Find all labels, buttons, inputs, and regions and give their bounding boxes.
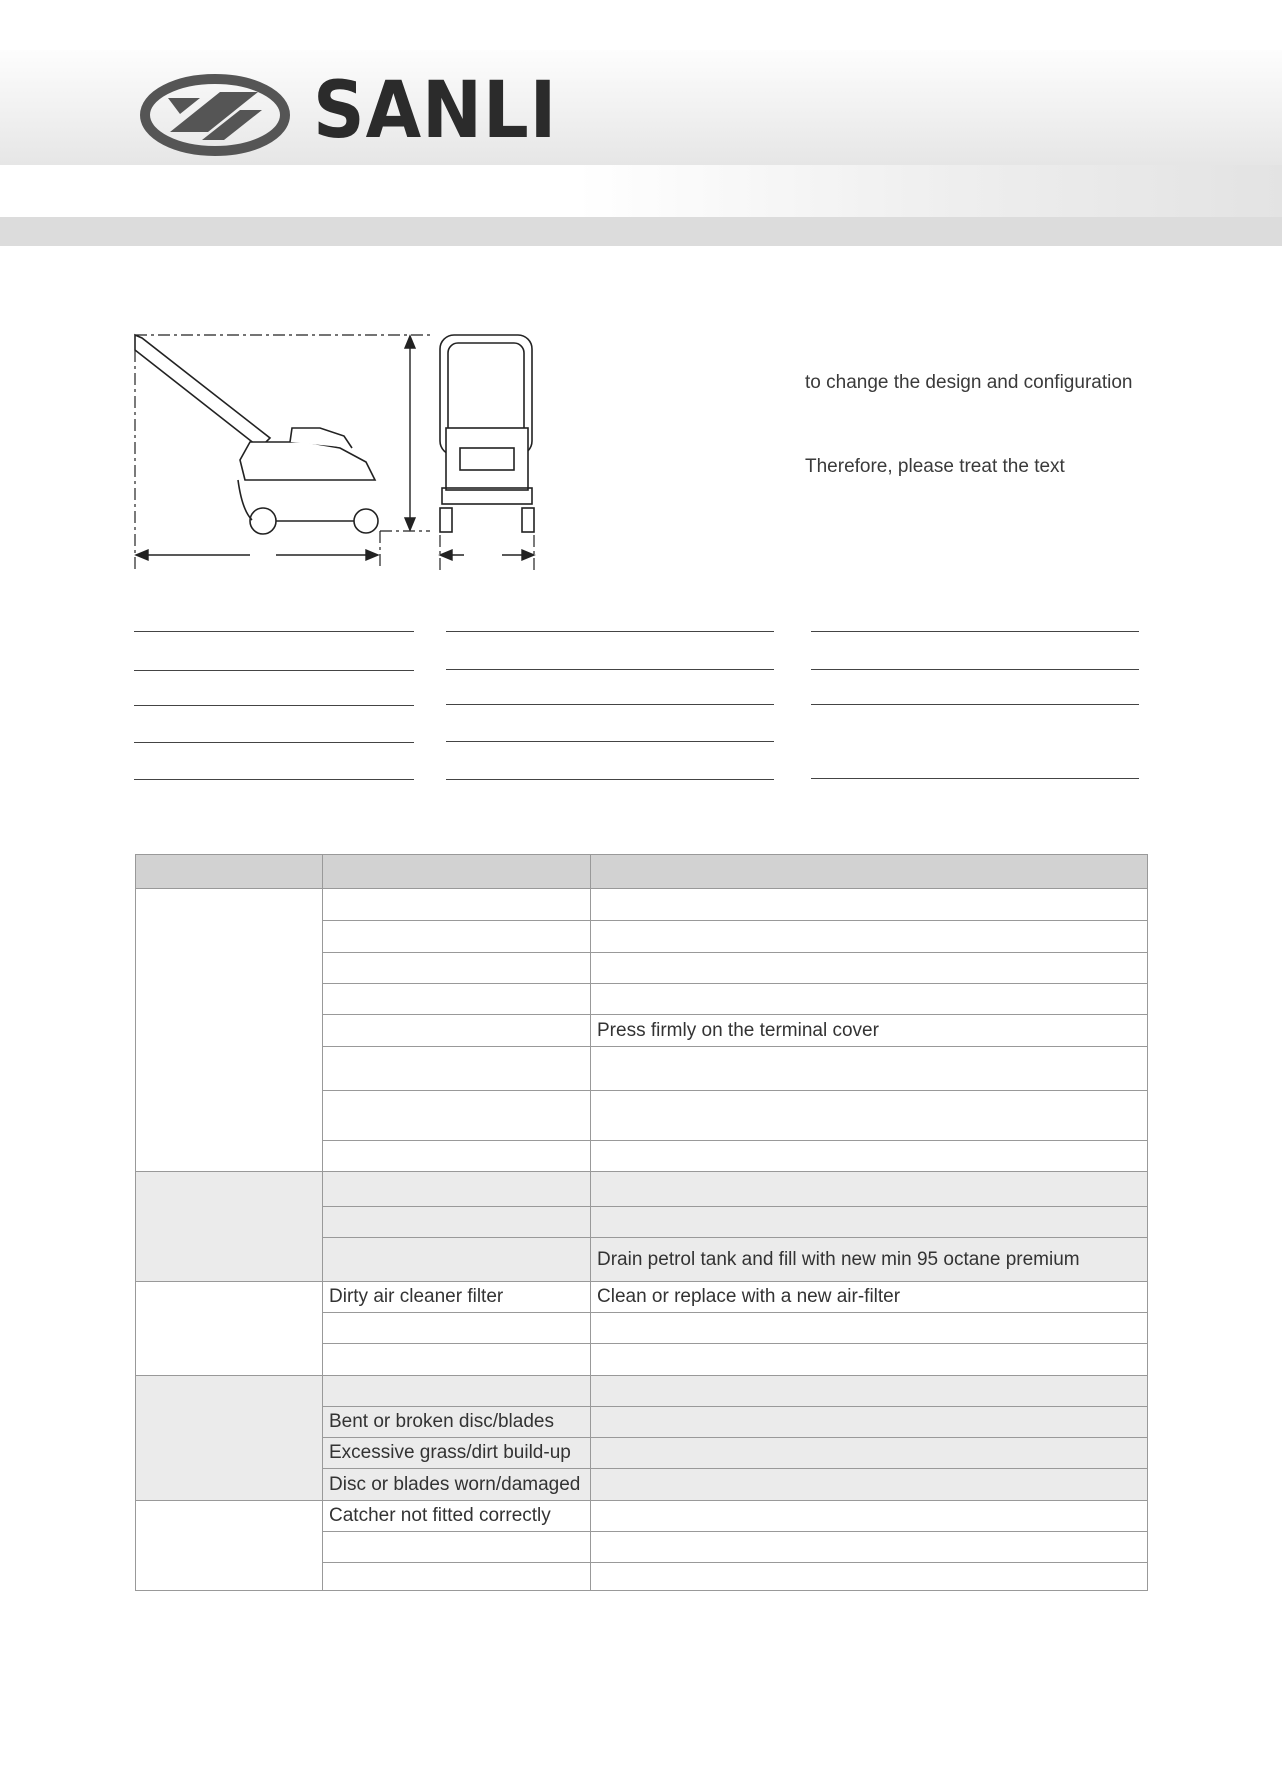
remedy-cell [591, 1091, 1148, 1141]
spec-line [134, 705, 414, 706]
remedy-cell [591, 921, 1148, 953]
header-remedy [591, 855, 1148, 889]
cause-cell: Bent or broken disc/blades [323, 1407, 591, 1438]
problem-cell [136, 1376, 323, 1501]
table-body [136, 889, 1148, 1591]
spec-line [446, 741, 774, 742]
cause-cell [323, 1563, 591, 1591]
spec-line [811, 669, 1139, 670]
brand-logo-text: SANLI [313, 66, 558, 156]
remedy-cell [591, 1469, 1148, 1501]
remedy-cell [591, 1172, 1148, 1207]
spec-line [446, 704, 774, 705]
table-header-row [136, 855, 1148, 889]
cause-cell [323, 921, 591, 953]
remedy-cell [591, 1407, 1148, 1438]
remedy-cell [591, 1047, 1148, 1091]
spec-line [446, 669, 774, 670]
spec-line [811, 631, 1139, 632]
remedy-cell [591, 953, 1148, 984]
cause-cell [323, 1344, 591, 1376]
disclaimer-line-2: Therefore, please treat the text [805, 456, 1065, 477]
cause-cell: Catcher not fitted correctly [323, 1501, 591, 1532]
remedy-cell: Drain petrol tank and fill with new min 95 octane premium [591, 1238, 1148, 1282]
cause-cell [323, 1172, 591, 1207]
remedy-cell: Clean or replace with a new air-filter [591, 1282, 1148, 1313]
table-row [136, 1376, 1148, 1407]
remedy-cell [591, 889, 1148, 921]
remedy-cell: Press firmly on the terminal cover [591, 1015, 1148, 1047]
spec-line [446, 779, 774, 780]
cause-cell [323, 889, 591, 921]
cause-cell [323, 1238, 591, 1282]
table-row [136, 1282, 1148, 1313]
cause-cell: Dirty air cleaner filter [323, 1282, 591, 1313]
spec-line [811, 778, 1139, 779]
cause-cell [323, 1207, 591, 1238]
remedy-cell [591, 1563, 1148, 1591]
table-row [136, 1501, 1148, 1532]
cause-cell [323, 1047, 591, 1091]
cause-cell [323, 1015, 591, 1047]
remedy-cell [591, 984, 1148, 1015]
cause-cell: Excessive grass/dirt build-up [323, 1438, 591, 1469]
table-row [136, 1172, 1148, 1207]
spec-line [134, 670, 414, 671]
problem-cell [136, 1172, 323, 1282]
cause-cell: Disc or blades worn/damaged [323, 1469, 591, 1501]
cause-cell [323, 1532, 591, 1563]
problem-cell [136, 889, 323, 1172]
troubleshooting-table [135, 854, 1148, 1591]
remedy-cell [591, 1207, 1148, 1238]
spec-line [134, 742, 414, 743]
cause-cell [323, 953, 591, 984]
disclaimer-line-1: to change the design and configuration [805, 372, 1133, 393]
remedy-cell [591, 1376, 1148, 1407]
spec-line [134, 631, 414, 632]
mower-dimension-diagram [130, 330, 540, 580]
header-problem [136, 855, 323, 889]
remedy-cell [591, 1313, 1148, 1344]
cause-cell [323, 1091, 591, 1141]
problem-cell [136, 1501, 323, 1591]
table-row [136, 889, 1148, 921]
spec-line [134, 779, 414, 780]
remedy-cell [591, 1141, 1148, 1172]
spec-line [446, 631, 774, 632]
problem-cell [136, 1282, 323, 1376]
remedy-cell [591, 1344, 1148, 1376]
spec-line [811, 704, 1139, 705]
remedy-cell [591, 1532, 1148, 1563]
cause-cell [323, 1376, 591, 1407]
header-stripe [0, 165, 1282, 217]
cause-cell [323, 1313, 591, 1344]
remedy-cell [591, 1501, 1148, 1532]
header-cause [323, 855, 591, 889]
header-bar [0, 217, 1282, 246]
remedy-cell [591, 1438, 1148, 1469]
cause-cell [323, 984, 591, 1015]
cause-cell [323, 1141, 591, 1172]
